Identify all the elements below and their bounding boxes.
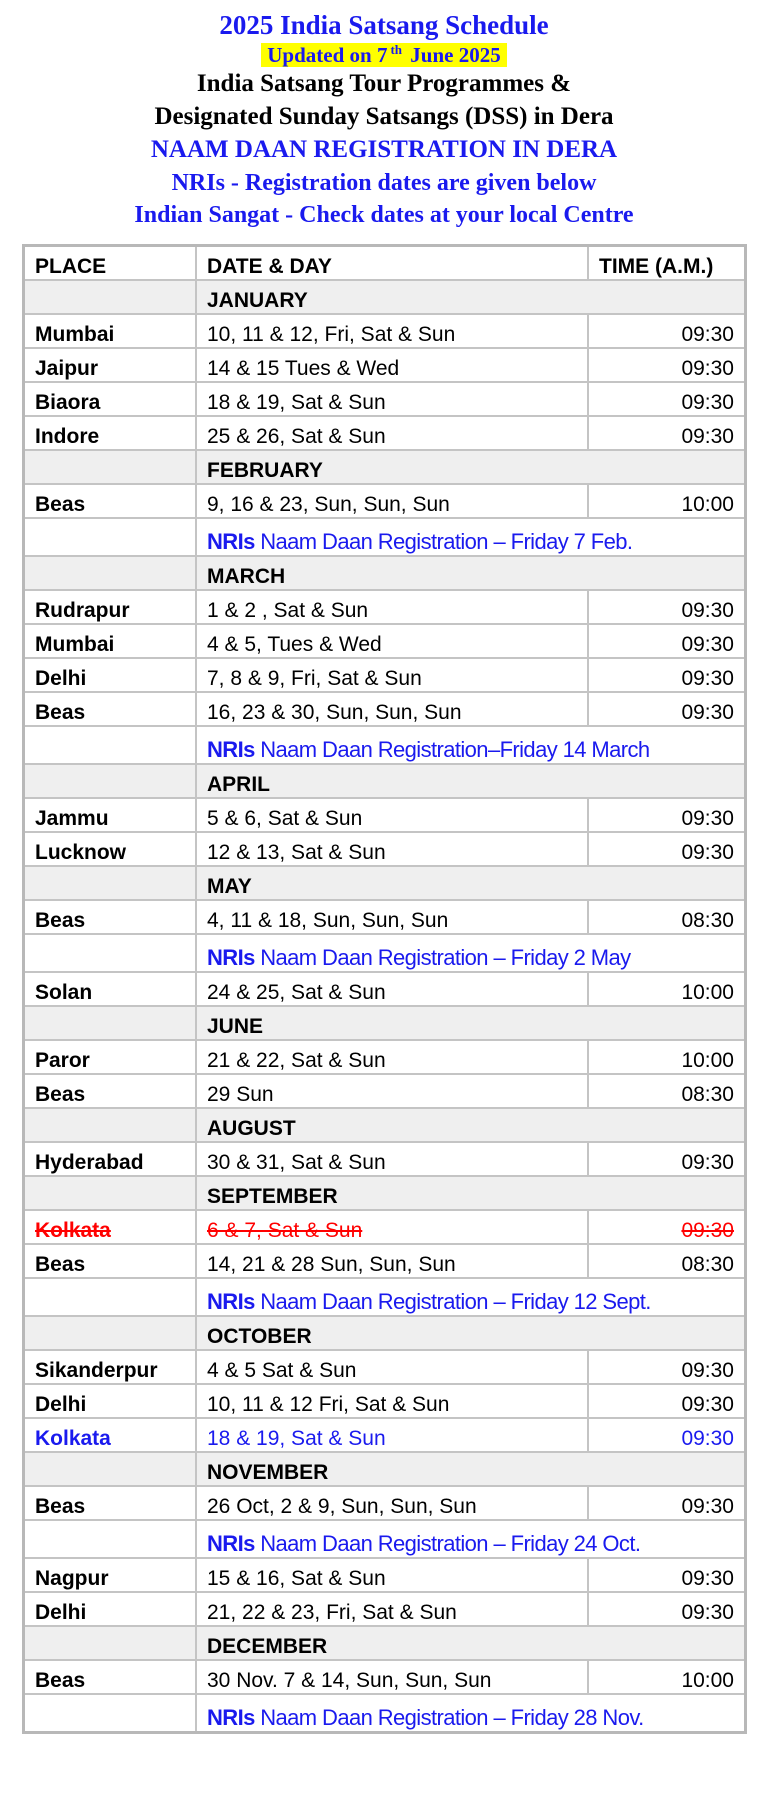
schedule-header [0, 0, 768, 240]
place-cell: Paror [24, 1040, 197, 1074]
schedule-table [22, 244, 747, 1734]
nri-text: Naam Daan Registration – Friday 2 May [254, 945, 631, 970]
table-header-row [24, 246, 746, 281]
table-row [24, 1210, 746, 1244]
nri-text: Naam Daan Registration – Friday 7 Feb. [254, 529, 633, 554]
date-cell: 26 Oct, 2 & 9, Sun, Sun, Sun [196, 1486, 588, 1520]
place-cell: Beas [24, 1660, 197, 1694]
updated-note [0, 42, 768, 68]
nri-label: NRIs [207, 945, 255, 970]
time-cell: 08:30 [588, 1244, 746, 1278]
table-row [24, 1244, 746, 1278]
month-spacer [24, 1176, 197, 1210]
date-cell: 16, 23 & 30, Sun, Sun, Sun [196, 692, 588, 726]
date-cell: 29 Sun [196, 1074, 588, 1108]
place-cell: Delhi [24, 1592, 197, 1626]
date-cell: 14 & 15 Tues & Wed [196, 348, 588, 382]
time-cell: 09:30 [588, 1384, 746, 1418]
month-label: AUGUST [196, 1108, 746, 1142]
month-label: SEPTEMBER [196, 1176, 746, 1210]
month-spacer [24, 1108, 197, 1142]
time-cell: 10:00 [588, 1660, 746, 1694]
date-cell: 4, 11 & 18, Sun, Sun, Sun [196, 900, 588, 934]
date-cell: 1 & 2 , Sat & Sun [196, 590, 588, 624]
place-cell: Nagpur [24, 1558, 197, 1592]
nri-label: NRIs [207, 737, 255, 762]
month-spacer [24, 1006, 197, 1040]
nri-label: NRIs [207, 1289, 255, 1314]
month-spacer [24, 764, 197, 798]
table-row [24, 348, 746, 382]
subtitle-dss: Designated Sunday Satsangs (DSS) in Dera [154, 103, 614, 130]
column-header-place: PLACE [24, 246, 197, 281]
time-cell: 09:30 [588, 1486, 746, 1520]
time-cell: 09:30 [588, 1558, 746, 1592]
place-cell: Lucknow [24, 832, 197, 866]
nri-label: NRIs [207, 1705, 255, 1730]
table-row [24, 416, 746, 450]
table-row [24, 1074, 746, 1108]
updated-highlight [261, 43, 506, 67]
place-cell: Hyderabad [24, 1142, 197, 1176]
nri-label: NRIs [207, 1531, 255, 1556]
place-cell: Beas [24, 900, 197, 934]
month-row [24, 1176, 746, 1210]
table-row [24, 658, 746, 692]
time-cell: 09:30 [588, 658, 746, 692]
month-spacer [24, 556, 197, 590]
date-cell: 7, 8 & 9, Fri, Sat & Sun [196, 658, 588, 692]
place-cell: Delhi [24, 1384, 197, 1418]
month-label: DECEMBER [196, 1626, 746, 1660]
date-cell: 12 & 13, Sat & Sun [196, 832, 588, 866]
place-cell: Indore [24, 416, 197, 450]
updated-prefix: Updated on 7 [264, 43, 390, 67]
time-cell: 09:30 [588, 1350, 746, 1384]
month-spacer [24, 1316, 197, 1350]
nri-registration-row [24, 1694, 746, 1733]
time-cell: 09:30 [588, 590, 746, 624]
date-cell: 10, 11 & 12 Fri, Sat & Sun [196, 1384, 588, 1418]
table-row [24, 1384, 746, 1418]
nri-registration-note [196, 1278, 746, 1316]
date-cell: 25 & 26, Sat & Sun [196, 416, 588, 450]
date-cell: 15 & 16, Sat & Sun [196, 1558, 588, 1592]
time-cell: 09:30 [588, 798, 746, 832]
place-cell: Beas [24, 1244, 197, 1278]
table-row [24, 314, 746, 348]
date-cell: 18 & 19, Sat & Sun [196, 1418, 588, 1452]
time-cell: 10:00 [588, 1040, 746, 1074]
month-label: JANUARY [196, 280, 746, 314]
table-row [24, 1660, 746, 1694]
nri-registration-row [24, 518, 746, 556]
table-row [24, 832, 746, 866]
date-cell: 9, 16 & 23, Sun, Sun, Sun [196, 484, 588, 518]
date-cell: 14, 21 & 28 Sun, Sun, Sun [196, 1244, 588, 1278]
nri-registration-note [196, 1694, 746, 1733]
time-cell: 09:30 [588, 1142, 746, 1176]
updated-suffix: June 2025 [402, 43, 504, 67]
table-row [24, 1040, 746, 1074]
table-row [24, 692, 746, 726]
date-cell: 4 & 5 Sat & Sun [196, 1350, 588, 1384]
nri-text: Naam Daan Registration – Friday 12 Sept. [254, 1289, 651, 1314]
table-row [24, 1592, 746, 1626]
place-cell: Jaipur [24, 348, 197, 382]
time-cell: 09:30 [588, 314, 746, 348]
month-label: JUNE [196, 1006, 746, 1040]
date-cell: 30 Nov. 7 & 14, Sun, Sun, Sun [196, 1660, 588, 1694]
month-label: FEBRUARY [196, 450, 746, 484]
month-label: NOVEMBER [196, 1452, 746, 1486]
month-row [24, 556, 746, 590]
date-cell: 18 & 19, Sat & Sun [196, 382, 588, 416]
date-cell: 24 & 25, Sat & Sun [196, 972, 588, 1006]
date-cell: 10, 11 & 12, Fri, Sat & Sun [196, 314, 588, 348]
nri-spacer [24, 1694, 197, 1733]
time-cell: 10:00 [588, 972, 746, 1006]
place-cell: Beas [24, 692, 197, 726]
time-cell: 10:00 [588, 484, 746, 518]
nri-spacer [24, 1520, 197, 1558]
nri-registration-note [196, 726, 746, 764]
time-cell: 09:30 [588, 1592, 746, 1626]
indian-sangat-note: Indian Sangat - Check dates at your local Centre [134, 202, 634, 228]
nri-registration-row [24, 934, 746, 972]
place-cell: Delhi [24, 658, 197, 692]
time-cell: 08:30 [588, 900, 746, 934]
place-cell: Kolkata [24, 1418, 197, 1452]
time-cell: 08:30 [588, 1074, 746, 1108]
place-cell: Solan [24, 972, 197, 1006]
nri-registration-note [196, 518, 746, 556]
nri-text: Naam Daan Registration – Friday 28 Nov. [254, 1705, 644, 1730]
column-header-time: TIME (A.M.) [588, 246, 746, 281]
month-label: APRIL [196, 764, 746, 798]
date-cell: 4 & 5, Tues & Wed [196, 624, 588, 658]
month-row [24, 1452, 746, 1486]
time-cell: 09:30 [588, 382, 746, 416]
table-row [24, 624, 746, 658]
month-row [24, 1108, 746, 1142]
date-cell: 6 & 7, Sat & Sun [196, 1210, 588, 1244]
table-row [24, 590, 746, 624]
date-cell: 21 & 22, Sat & Sun [196, 1040, 588, 1074]
time-cell: 09:30 [588, 832, 746, 866]
place-cell: Sikanderpur [24, 1350, 197, 1384]
table-row [24, 900, 746, 934]
nri-spacer [24, 726, 197, 764]
nri-text: Naam Daan Registration–Friday 14 March [254, 737, 650, 762]
month-spacer [24, 866, 197, 900]
month-row [24, 764, 746, 798]
table-row [24, 1418, 746, 1452]
table-row [24, 1350, 746, 1384]
place-cell: Kolkata [24, 1210, 197, 1244]
page-title: 2025 India Satsang Schedule [219, 10, 549, 40]
table-row [24, 972, 746, 1006]
date-cell: 5 & 6, Sat & Sun [196, 798, 588, 832]
place-cell: Mumbai [24, 314, 197, 348]
nri-note: NRIs - Registration dates are given below [171, 170, 597, 196]
month-row [24, 1006, 746, 1040]
table-row [24, 1558, 746, 1592]
time-cell: 09:30 [588, 1418, 746, 1452]
place-cell: Mumbai [24, 624, 197, 658]
month-row [24, 866, 746, 900]
table-row [24, 484, 746, 518]
nri-registration-row [24, 1520, 746, 1558]
month-spacer [24, 1452, 197, 1486]
column-header-date: DATE & DAY [196, 246, 588, 281]
month-label: MAY [196, 866, 746, 900]
table-row [24, 798, 746, 832]
month-spacer [24, 280, 197, 314]
month-row [24, 280, 746, 314]
time-cell: 09:30 [588, 692, 746, 726]
place-cell: Beas [24, 1074, 197, 1108]
table-row [24, 1486, 746, 1520]
table-row [24, 1142, 746, 1176]
month-row [24, 450, 746, 484]
table-row [24, 382, 746, 416]
nri-registration-note [196, 934, 746, 972]
nri-registration-row [24, 1278, 746, 1316]
place-cell: Biaora [24, 382, 197, 416]
date-cell: 30 & 31, Sat & Sun [196, 1142, 588, 1176]
time-cell: 09:30 [588, 348, 746, 382]
nri-registration-note [196, 1520, 746, 1558]
place-cell: Beas [24, 484, 197, 518]
month-row [24, 1626, 746, 1660]
nri-label: NRIs [207, 529, 255, 554]
place-cell: Beas [24, 1486, 197, 1520]
nri-spacer [24, 518, 197, 556]
time-cell: 09:30 [588, 1210, 746, 1244]
date-cell: 21, 22 & 23, Fri, Sat & Sun [196, 1592, 588, 1626]
subtitle-tour: India Satsang Tour Programmes & [196, 70, 572, 97]
place-cell: Jammu [24, 798, 197, 832]
month-spacer [24, 1626, 197, 1660]
month-spacer [24, 450, 197, 484]
month-label: OCTOBER [196, 1316, 746, 1350]
nri-spacer [24, 1278, 197, 1316]
time-cell: 09:30 [588, 416, 746, 450]
registration-heading: NAAM DAAN REGISTRATION IN DERA [150, 136, 618, 163]
nri-registration-row [24, 726, 746, 764]
month-row [24, 1316, 746, 1350]
nri-spacer [24, 934, 197, 972]
updated-sup: th [390, 42, 403, 57]
month-label: MARCH [196, 556, 746, 590]
place-cell: Rudrapur [24, 590, 197, 624]
nri-text: Naam Daan Registration – Friday 24 Oct. [254, 1531, 641, 1556]
time-cell: 09:30 [588, 624, 746, 658]
